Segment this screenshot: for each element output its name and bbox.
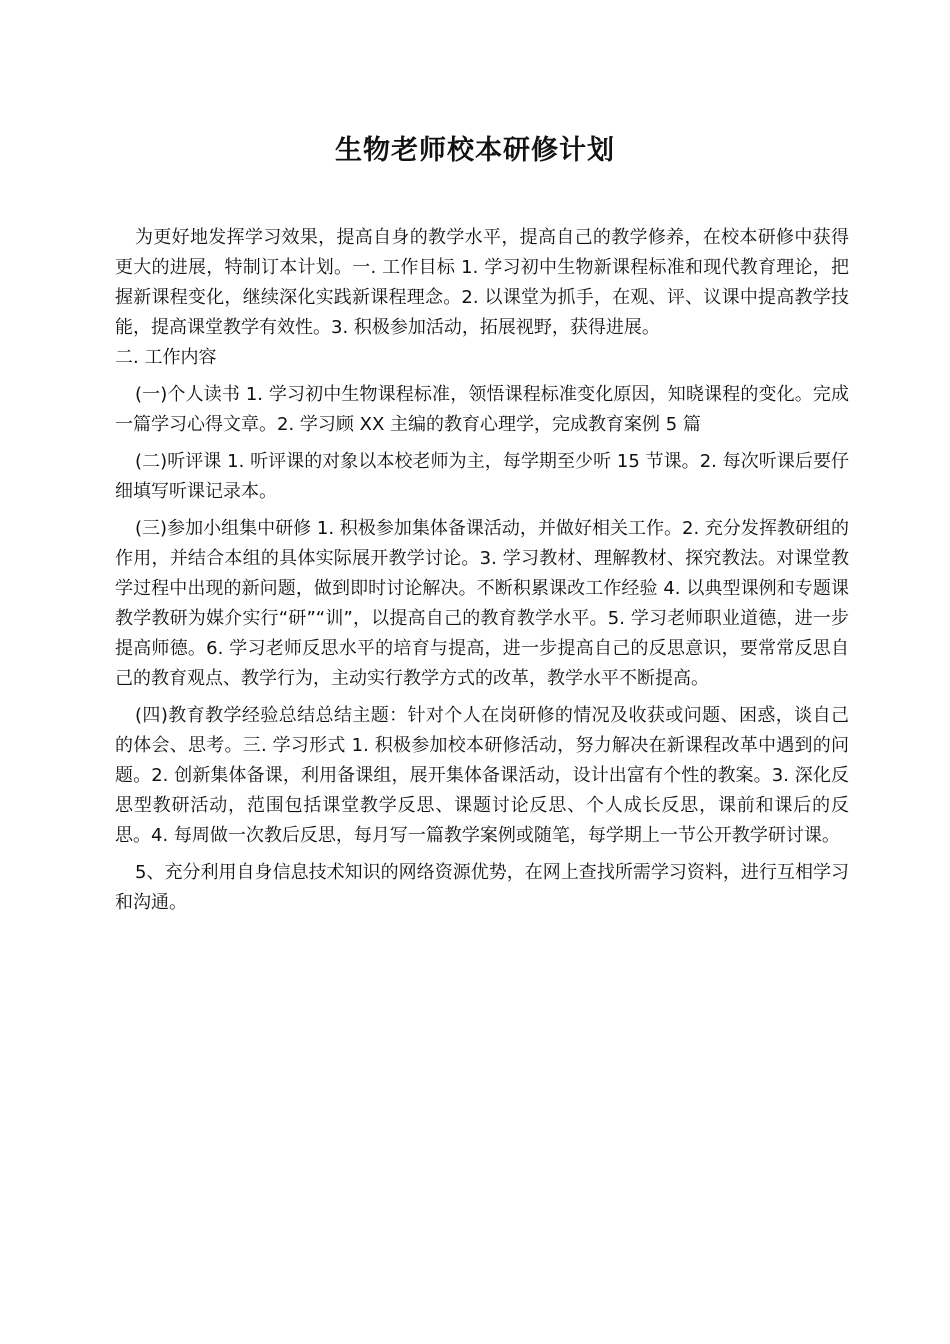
document-body — [115, 223, 849, 918]
heading-work-content: 二. 工作内容 — [115, 347, 217, 368]
paragraph-intro: 为更好地发挥学习效果，提高自身的教学水平，提高自己的教学修养，在校本研修中获得更大的进展，特制订本计划。一. 工作目标 1. 学习初中生物新课程标准和现代教育理论，把握新课程变化，继续深化实践新课程理念。2. 以课堂为抓手，在观、评、议课中提高教学技能，提高课堂教学有效性。3. 积极参加活动，拓展视野，获得进展。 — [115, 227, 849, 338]
paragraph-experience-summary: (四)教育教学经验总结总结主题：针对个人在岗研修的情况及收获或问题、困惑，谈自己的体会、思考。三. 学习形式 1. 积极参加校本研修活动，努力解决在新课程改革中遇到的问题。2. 创新集体备课，利用备课组，展开集体备课活动，设计出富有个性的教案。3. 深化反思型教研活动，范围包括课堂教学反思、课题讨论反思、个人成长反思，课前和课后的反思。4. 每周做一次教后反思，每月写一篇教学案例或随笔，每学期上一节公开教学研讨课。 — [115, 705, 849, 846]
paragraph-personal-reading: (一)个人读书 1. 学习初中生物课程标准，领悟课程标准变化原因，知晓课程的变化。完成一篇学习心得文章。2. 学习顾 XX 主编的教育心理学，完成教育案例 5 篇 — [115, 384, 849, 435]
paragraph-group-research: (三)参加小组集中研修 1. 积极参加集体备课活动，并做好相关工作。2. 充分发挥教研组的作用，并结合本组的具体实际展开教学讨论。3. 学习教材、理解教材、探究教法。对课堂教学过程中出现的新问题，做到即时讨论解决。不断积累课改工作经验 4. 以典型课例和专题课教学教研为媒介实行“研”“训”，以提高自己的教育教学水平。5. 学习老师职业道德，进一步提高师德。6. 学习老师反思水平的培育与提高，进一步提高自己的反思意识，要常常反思自己的教育观点、教学行为，主动实行教学方式的改革，教学水平不断提高。 — [115, 518, 849, 689]
paragraph-online-resources: 5、充分利用自身信息技术知识的网络资源优势，在网上查找所需学习资料，进行互相学习和沟通。 — [115, 862, 849, 913]
document-title: 生物老师校本研修计划 — [335, 135, 615, 166]
paragraph-lesson-evaluation: (二)听评课 1. 听评课的对象以本校老师为主，每学期至少听 15 节课。2. 每次听课后要仔细填写听课记录本。 — [115, 451, 849, 502]
